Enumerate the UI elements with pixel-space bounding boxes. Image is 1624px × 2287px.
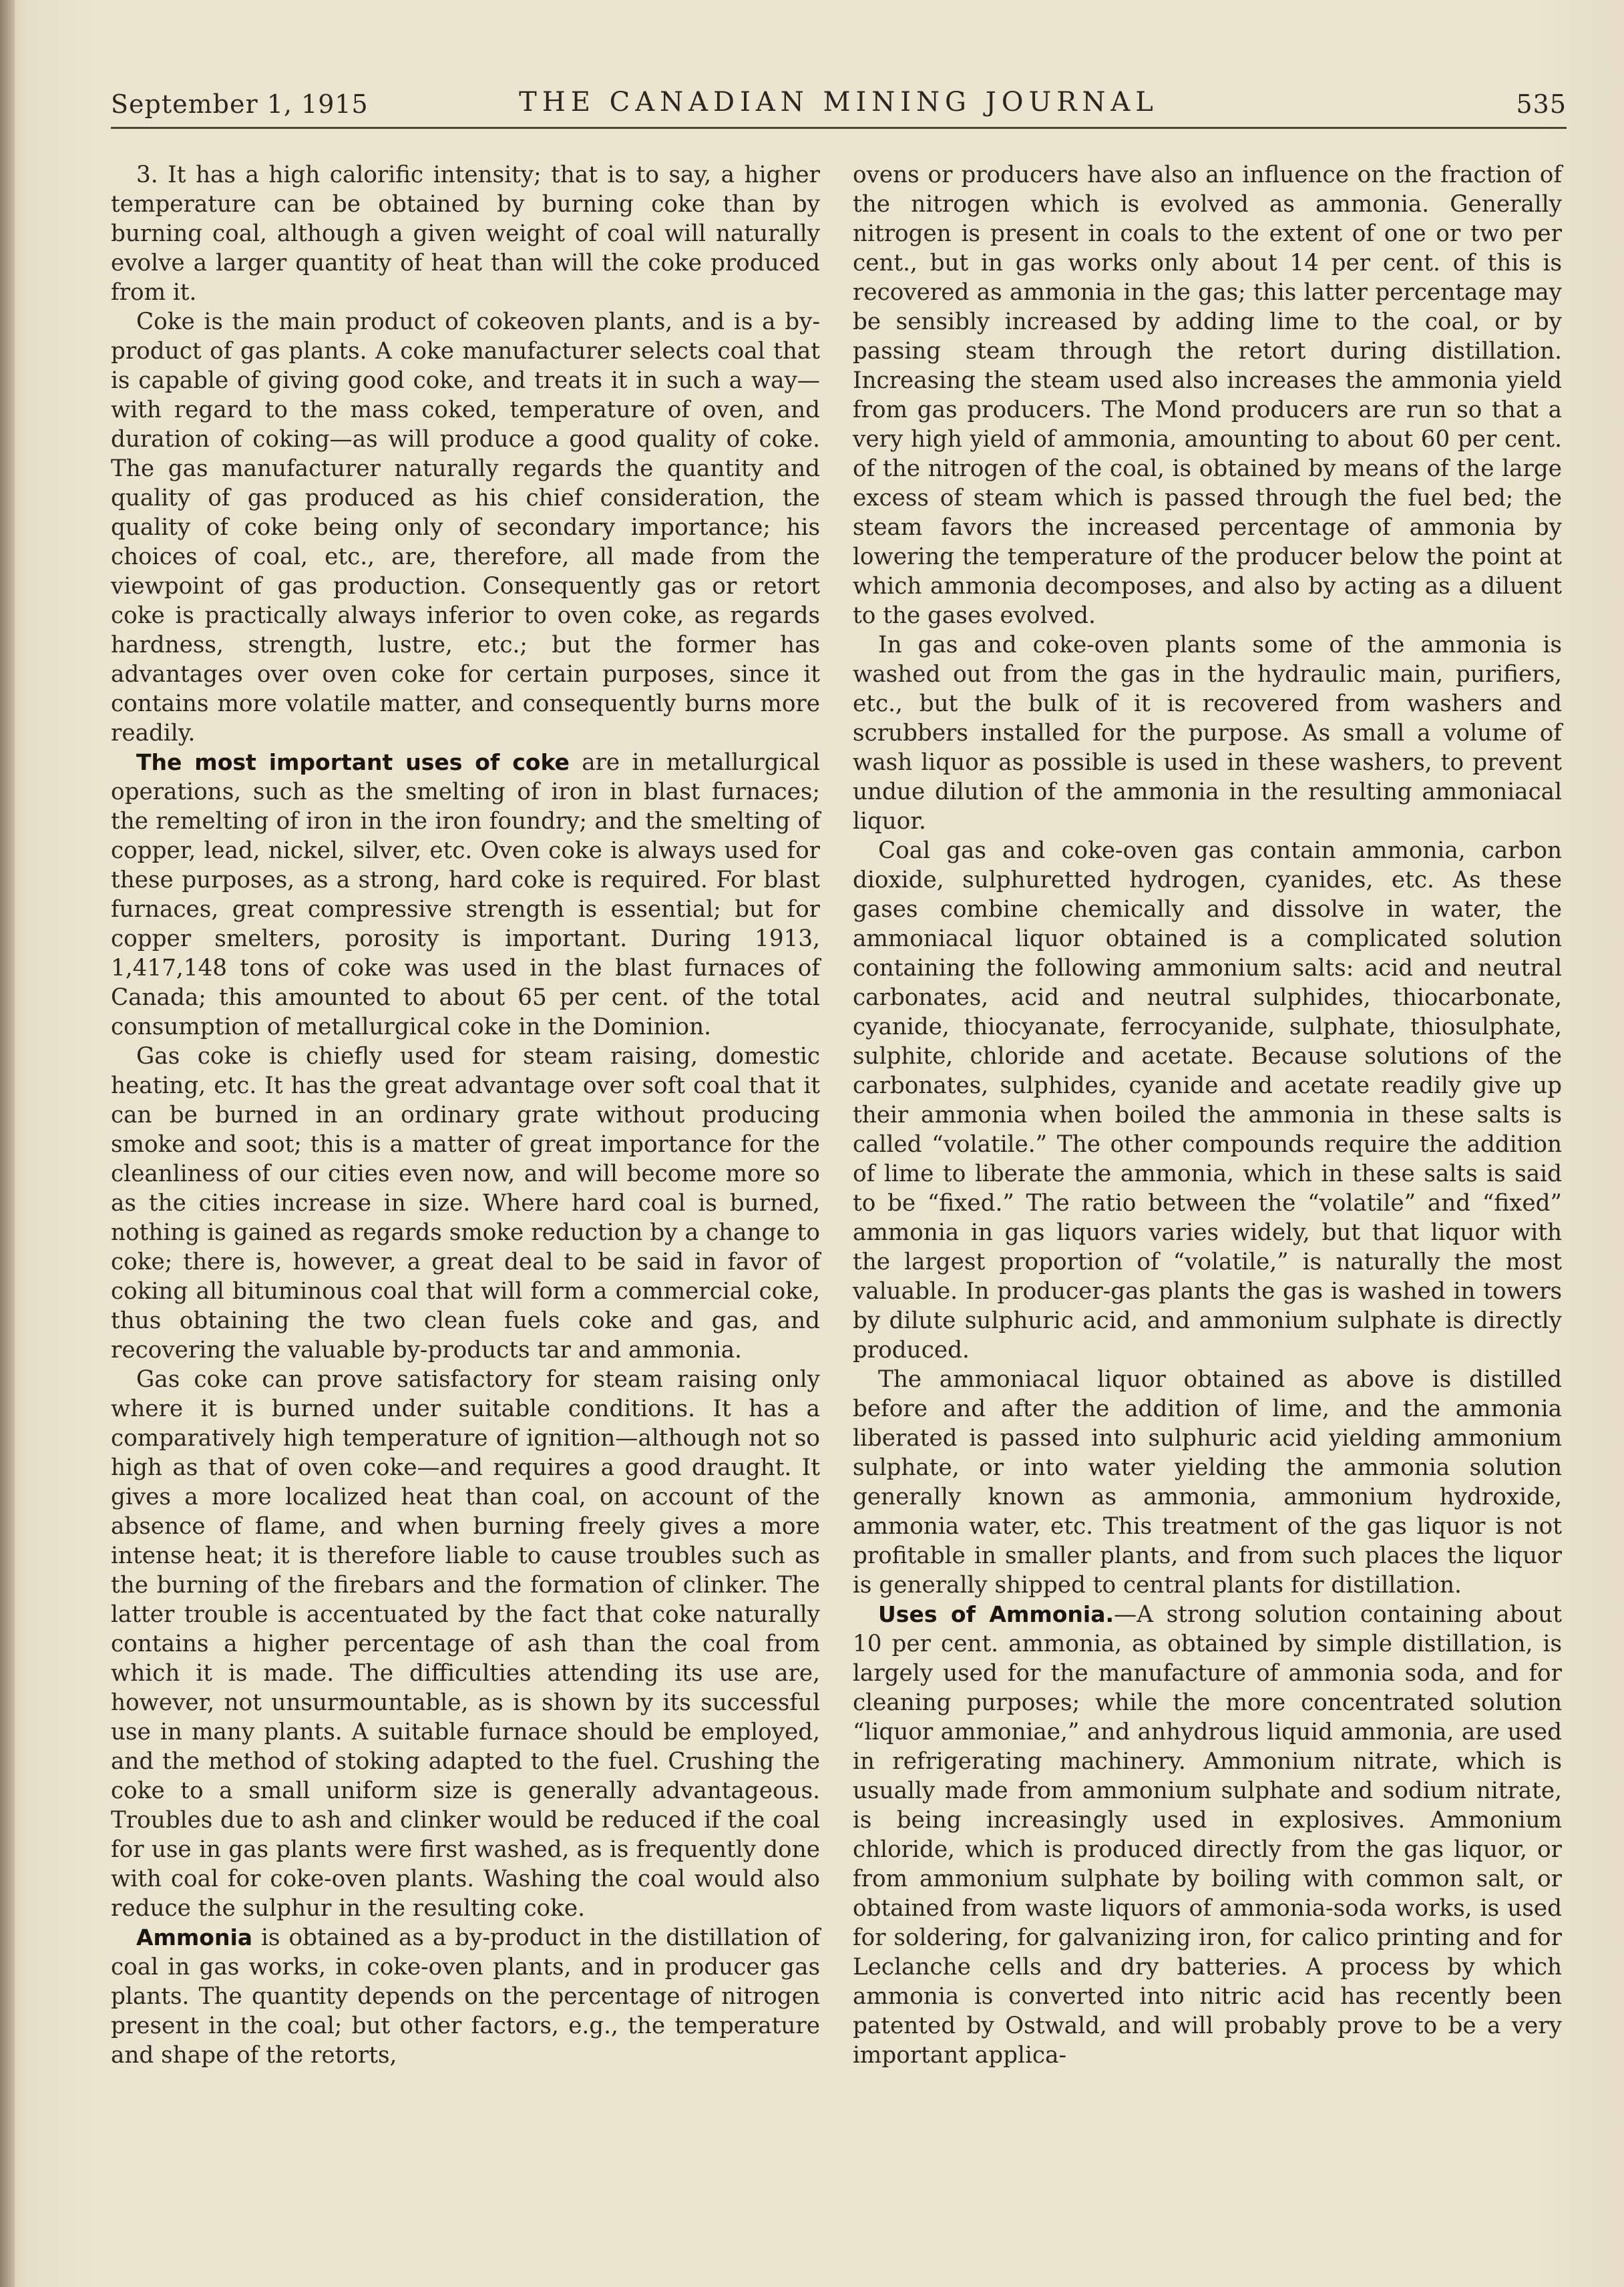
paragraph-text: is obtained as a by-product in the distillation of coal in gas works, in coke-oven plants, and in producer gas plants. The quantity depends on the percentage of nitrogen present in the coal; but other factors, e.g., the temperature and shape of the retorts,: [111, 1924, 820, 2069]
paragraph: [111, 748, 820, 1042]
binding-shadow: [0, 0, 15, 2287]
paragraph: Gas coke can prove satisfactory for steam raising only where it is burned under suitable conditions. It has a comparatively high temperature of ignition—although not so high as that of oven coke—and requires a good draught. It gives a more localized heat than coal, on account of the absence of flame, and when burning freely gives a more intense heat; it is therefore liable to cause troubles such as the burning of the firebars and the formation of clinker. The latter trouble is accentuated by the fact that coke naturally contains a higher percentage of ash than the coal from which it is made. The difficulties attending its use are, however, not unsurmountable, as is shown by its successful use in many plants. A suitable furnace should be employed, and the method of stoking adapted to the fuel. Crushing the coke to a small uniform size is generally advantageous. Troubles due to ash and clinker would be reduced if the coal for use in gas plants were first washed, as is frequently done with coal for coke-oven plants. Washing the coal would also reduce the sulphur in the resulting coke.: [111, 1366, 820, 1922]
paragraph-text: are in metallurgical operations, such as the smelting of iron in blast furnaces; the remelting of iron in the iron foundry; and the smelting of copper, lead, nickel, silver, etc. Oven coke is always used for these purposes, as a strong, hard coke is required. For blast furnaces, great compressive strength is essential; but for copper smelters, porosity is important. During 1913, 1,417,148 tons of coke was used in the blast furnaces of Canada; this amounted to about 65 per cent. of the total consumption of metallurgical coke in the Dominion.: [111, 749, 820, 1040]
right-column: [853, 160, 1562, 2070]
journal-title: THE CANADIAN MINING JOURNAL: [519, 87, 1159, 118]
paragraph: The ammoniacal liquor obtained as above is distilled before and after the addition of lime, and the ammonia liberated is passed into sulphuric acid yielding ammonium sulphate, or into water yielding the ammonia solution generally known as ammonia, ammonium hydroxide, ammonia water, etc. This treatment of the gas liquor is not profitable in smaller plants, and from such places the liquor is generally shipped to central plants for distillation.: [853, 1366, 1562, 1599]
run-in-heading: The most important uses of coke: [136, 749, 570, 775]
run-in-heading: Ammonia: [136, 1924, 253, 1950]
page-header: [111, 85, 1567, 126]
paragraph: In gas and coke-oven plants some of the ammonia is washed out from the gas in the hydraulic main, purifiers, etc., but the bulk of it is recovered from washers and scrubbers installed for the purpose. As small a volume of wash liquor as possible is used in these washers, to prevent undue dilution of the ammonia in the resulting ammoniacal liquor.: [853, 632, 1562, 835]
left-column: [111, 160, 820, 2070]
paragraph: 3. It has a high calorific intensity; that is to say, a higher temperature can be obtained by burning coke than by burning coal, although a given weight of coal will naturally evolve a larger quantity of heat than will the coke produced from it.: [111, 162, 820, 306]
issue-date: September 1, 1915: [111, 89, 369, 119]
paragraph: [111, 1923, 820, 2070]
paragraph: [853, 1600, 1562, 2070]
paragraph-text: —A strong solution containing about 10 per cent. ammonia, as obtained by simple distillation, is largely used for the manufacture of ammonia soda, and for cleaning purposes; while the more concentrated solution “liquor ammoniae,” and anhydrous liquid ammonia, are used in refrigerating machinery. Ammonium nitrate, which is usually made from ammonium sulphate and sodium nitrate, is being increasingly used in explosives. Ammonium chloride, which is produced directly from the gas liquor, or from ammonium sulphate by boiling with common salt, or obtained from waste liquors of ammonia-soda works, is used for soldering, for galvanizing iron, for calico printing and for Leclanche cells and dry batteries. A process by which ammonia is converted into nitric acid has recently been patented by Ostwald, and will probably prove to be a very important applica-: [853, 1601, 1562, 2069]
page-number: 535: [1516, 89, 1567, 119]
paragraph: Gas coke is chiefly used for steam raising, domestic heating, etc. It has the great advantage over soft coal that it can be burned in an ordinary grate without producing smoke and soot; this is a matter of great importance for the cleanliness of our cities even now, and will become more so as the cities increase in size. Where hard coal is burned, nothing is gained as regards smoke reduction by a change to coke; there is, however, a great deal to be said in favor of coking all bituminous coal that will form a commercial coke, thus obtaining the two clean fuels coke and gas, and recovering the valuable by-products tar and ammonia.: [111, 1043, 820, 1364]
paragraph: Coal gas and coke-oven gas contain ammonia, carbon dioxide, sulphuretted hydrogen, cyanides, etc. As these gases combine chemically and dissolve in water, the ammoniacal liquor obtained is a complicated solution containing the following ammonium salts: acid and neutral carbonates, acid and neutral sulphides, thiocarbonate, cyanide, thiocyanate, ferrocyanide, sulphate, thiosulphate, sulphite, chloride and acetate. Because solutions of the carbonates, sulphides, cyanide and acetate readily give up their ammonia when boiled the ammonia in these salts is called “volatile.” The other compounds require the addition of lime to liberate the ammonia, which in these salts is said to be “fixed.” The ratio between the “volatile” and “fixed” ammonia in gas liquors varies widely, but that liquor with the largest proportion of “volatile,” is naturally the most valuable. In producer-gas plants the gas is washed in towers by dilute sulphuric acid, and ammonium sulphate is directly produced.: [853, 837, 1562, 1364]
paragraph: Coke is the main product of cokeoven plants, and is a by-product of gas plants. A coke manufacturer selects coal that is capable of giving good coke, and treats it in such a way—with regard to the mass coked, temperature of oven, and duration of coking—as will produce a good quality of coke. The gas manufacturer naturally regards the quantity and quality of gas produced as his chief consideration, the quality of coke being only of secondary importance; his choices of coal, etc., are, therefore, all made from the viewpoint of gas production. Consequently gas or retort coke is practically always inferior to oven coke, as regards hardness, strength, lustre, etc.; but the former has advantages over oven coke for certain purposes, since it contains more volatile matter, and consequently burns more readily.: [111, 308, 820, 747]
run-in-heading: Uses of Ammonia.: [878, 1601, 1114, 1627]
paragraph-continued: ovens or producers have also an influence on the fraction of the nitrogen which is evolved as ammonia. Generally nitrogen is present in coals to the extent of one or two per cent., but in gas works only about 14 per cent. of this is recovered as ammonia in the gas; this latter percentage may be sensibly increased by adding lime to the coal, or by passing steam through the retort during distillation. Increasing the steam used also increases the ammonia yield from gas producers. The Mond producers are run so that a very high yield of ammonia, amounting to about 60 per cent. of the nitrogen of the coal, is obtained by means of the large excess of steam which is passed through the fuel bed; the steam favors the increased percentage of ammonia by lowering the temperature of the producer below the point at which ammonia decomposes, and also by acting as a diluent to the gases evolved.: [853, 162, 1562, 629]
header-rule: [111, 127, 1567, 129]
